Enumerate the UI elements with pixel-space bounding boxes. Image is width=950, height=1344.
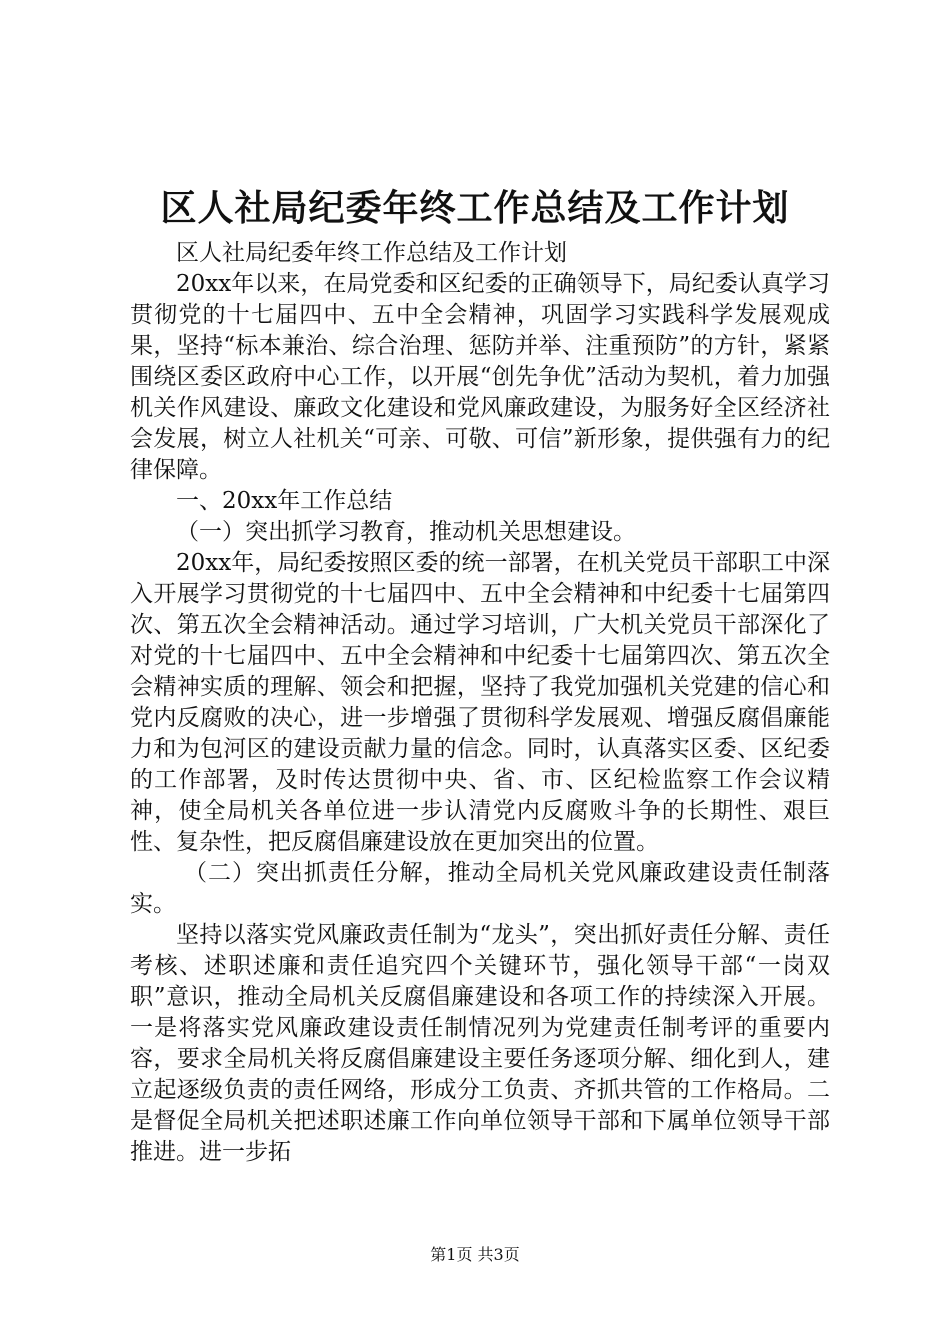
- subsection-heading-1: （一）突出抓学习教育，推动机关思想建设。: [176, 519, 636, 545]
- subsection-heading-2: （二）突出抓责任分解，推动全局机关党风廉政建设责任制落实。: [130, 860, 830, 917]
- paragraph-responsibility: 坚持以落实党风廉政责任制为“龙头”，突出抓好责任分解、责任考核、述职述廉和责任追究四个关键环节，强化领导干部“一岗双职”意识，推动全局机关反腐倡廉建设和各项工作的持续深入开展。一是将落实党风廉政建设责任制情况列为党建责任制考评的重要内容，要求全局机关将反腐倡廉建设主要任务逐项分解、细化到人，建立起逐级负责的责任网络，形成分工负责、齐抓共管的工作格局。二是督促全局机关把述职述廉工作向单位领导干部和下属单位领导干部推进。进一步拓: [130, 922, 830, 1165]
- paragraph-subtitle: 区人社局纪委年终工作总结及工作计划: [176, 240, 567, 266]
- section-heading-summary: 一、20xx年工作总结: [176, 488, 393, 514]
- page-footer: 第1页 共3页: [430, 1245, 520, 1264]
- document-title: 区人社局纪委年终工作总结及工作计划: [160, 187, 790, 229]
- paragraph-intro: 20xx年以来，在局党委和区纪委的正确领导下，局纪委认真学习贯彻党的十七届四中、五中全会精神，巩固学习实践科学发展观成果，坚持“标本兼治、综合治理、惩防并举、注重预防”的方针，紧紧围绕区委区政府中心工作，以开展“创先争优”活动为契机，着力加强机关作风建设、廉政文化建设和党风廉政建设，为服务好全区经济社会发展，树立人社机关“可亲、可敬、可信”新形象，提供强有力的纪律保障。: [130, 271, 830, 483]
- document-body: [130, 238, 830, 1168]
- paragraph-study-education: 20xx年，局纪委按照区委的统一部署，在机关党员干部职工中深入开展学习贯彻党的十七届四中、五中全会精神和中纪委十七届第四次、第五次全会精神活动。通过学习培训，广大机关党员干部深化了对党的十七届四中、五中全会精神和中纪委十七届第四次、第五次全会精神实质的理解、领会和把握，坚持了我党加强机关党建的信心和党内反腐败的决心，进一步增强了贯彻科学发展观、增强反腐倡廉能力和为包河区的建设贡献力量的信念。同时，认真落实区委、区纪委的工作部署，及时传达贯彻中央、省、市、区纪检监察工作会议精神，使全局机关各单位进一步认清党内反腐败斗争的长期性、艰巨性、复杂性，把反腐倡廉建设放在更加突出的位置。: [130, 550, 830, 855]
